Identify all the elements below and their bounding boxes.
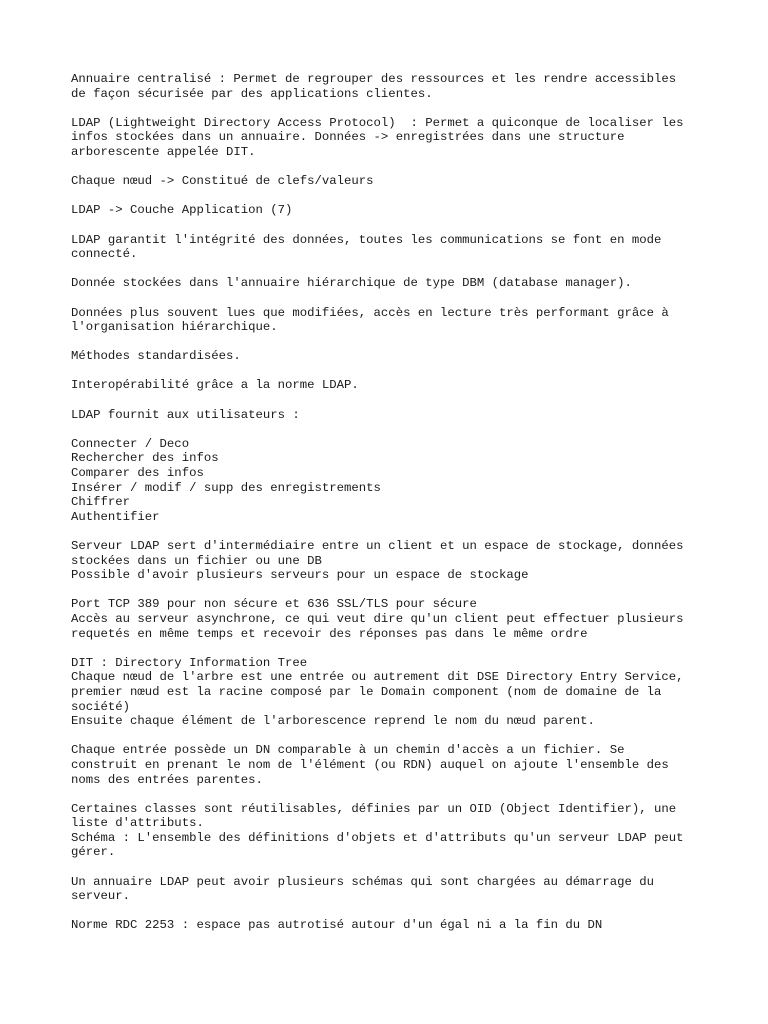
text-line: Certaines classes sont réutilisables, définies par un OID (Object Identifier), une <box>71 801 677 816</box>
text-line: Chaque entrée possède un DN comparable à un chemin d'accès a un fichier. Se <box>71 743 625 758</box>
paragraph <box>71 802 711 860</box>
text-line: Comparer des infos <box>71 466 204 481</box>
text-line: LDAP (Lightweight Directory Access Protocol) : Permet a quiconque de localiser les <box>71 115 684 130</box>
text-line: société) <box>71 699 131 714</box>
paragraph <box>71 743 711 787</box>
paragraph <box>71 539 711 583</box>
paragraph <box>71 656 711 729</box>
text-line: connecté. <box>71 247 138 262</box>
paragraph <box>71 349 711 364</box>
text-line: Chaque nœud de l'arbre est une entrée ou autrement dit DSE Directory Entry Service, <box>71 670 684 685</box>
paragraph <box>71 378 711 393</box>
text-line: LDAP -> Couche Application (7) <box>71 203 293 218</box>
text-line: liste d'attributs. <box>71 816 204 831</box>
text-line: Ensuite chaque élément de l'arborescence reprend le nom du nœud parent. <box>71 714 595 729</box>
paragraph <box>71 918 711 933</box>
text-line: Donnée stockées dans l'annuaire hiérarchique de type DBM (database manager). <box>71 276 632 291</box>
text-line: serveur. <box>71 889 131 904</box>
paragraph <box>71 408 711 423</box>
paragraph <box>71 72 711 101</box>
text-line: Authentifier <box>71 509 160 524</box>
text-line: premier nœud est la racine composé par le Domain component (nom de domaine de la <box>71 684 662 699</box>
text-line: Connecter / Deco <box>71 436 190 451</box>
text-line: noms des entrées parentes. <box>71 772 263 787</box>
paragraph <box>71 597 711 641</box>
text-line: Méthodes standardisées. <box>71 349 241 364</box>
paragraph <box>71 174 711 189</box>
text-line: Norme RDC 2253 : espace pas autrotisé autour d'un égal ni a la fin du DN <box>71 918 603 933</box>
text-line: Schéma : L'ensemble des définitions d'objets et d'attributs qu'un serveur LDAP peut <box>71 830 684 845</box>
text-line: gérer. <box>71 845 116 860</box>
text-line: Rechercher des infos <box>71 451 219 466</box>
text-line: Serveur LDAP sert d'intermédiaire entre un client et un espace de stockage, données <box>71 539 684 553</box>
text-line: Insérer / modif / supp des enregistrements <box>71 480 381 495</box>
text-line: stockées dans un fichier ou une DB <box>71 553 322 568</box>
paragraph <box>71 306 711 335</box>
paragraph <box>71 116 711 160</box>
paragraph <box>71 875 711 904</box>
paragraph <box>71 276 711 291</box>
text-line: construit en prenant le nom de l'élément (ou RDN) auquel on ajoute l'ensemble des <box>71 757 669 772</box>
text-line: Annuaire centralisé : Permet de regrouper des ressources et les rendre accessibles <box>71 72 677 86</box>
text-line: LDAP garantit l'intégrité des données, toutes les communications se font en mode <box>71 232 662 247</box>
text-line: Interopérabilité grâce a la norme LDAP. <box>71 378 359 393</box>
text-line: Un annuaire LDAP peut avoir plusieurs schémas qui sont chargées au démarrage du <box>71 874 654 889</box>
text-line: l'organisation hiérarchique. <box>71 320 278 335</box>
text-line: Données plus souvent lues que modifiées, accès en lecture très performant grâce à <box>71 305 669 320</box>
paragraph <box>71 203 711 218</box>
text-line: Possible d'avoir plusieurs serveurs pour un espace de stockage <box>71 568 529 583</box>
paragraph <box>71 437 711 525</box>
text-line: requetés en même temps et recevoir des réponses pas dans le même ordre <box>71 626 588 641</box>
text-line: DIT : Directory Information Tree <box>71 655 308 670</box>
text-line: Port TCP 389 pour non sécure et 636 SSL/TLS pour sécure <box>71 597 477 612</box>
text-line: de façon sécurisée par des applications clientes. <box>71 86 433 101</box>
text-line: Chaque nœud -> Constitué de clefs/valeurs <box>71 174 374 189</box>
text-line: Chiffrer <box>71 495 131 510</box>
document-body <box>71 72 711 948</box>
paragraph <box>71 233 711 262</box>
text-line: Accès au serveur asynchrone, ce qui veut dire qu'un client peut effectuer plusieurs <box>71 611 684 626</box>
text-line: infos stockées dans un annuaire. Données -> enregistrées dans une structure <box>71 130 625 145</box>
text-line: LDAP fournit aux utilisateurs : <box>71 407 300 422</box>
text-line: arborescente appelée DIT. <box>71 144 256 159</box>
